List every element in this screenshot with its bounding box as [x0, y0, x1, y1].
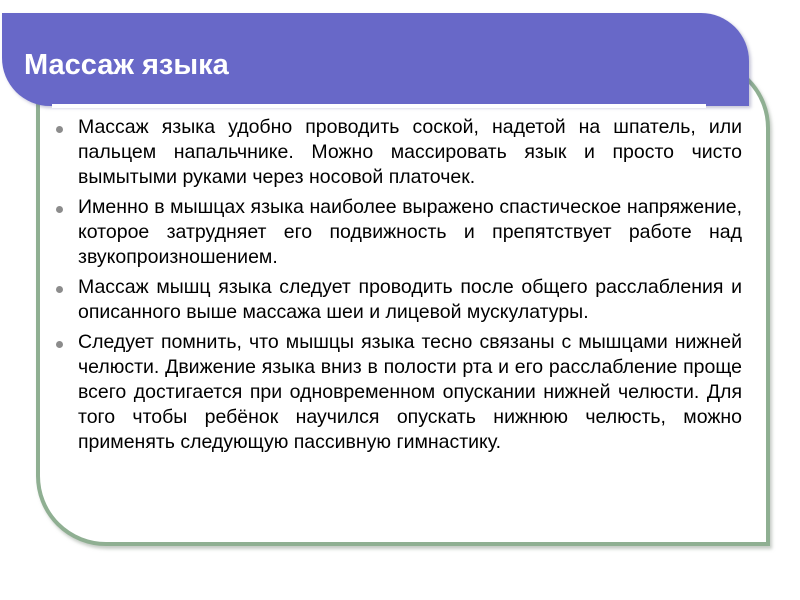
bullet-dot-icon	[56, 286, 63, 293]
bullet-text: Массаж мышц языка следует проводить после общего расслабления и описанного выше массажа шеи и лицевой мускулатуры.	[78, 276, 742, 323]
bullet-dot-icon	[56, 206, 63, 213]
bullet-item	[52, 115, 742, 190]
bullet-item	[52, 275, 742, 325]
bullet-list	[52, 115, 742, 460]
bullet-text: Массаж языка удобно проводить соской, надетой на шпатель, или пальцем напальчнике. Можно массировать язык и просто чисто вымытыми руками через носовой платочек.	[78, 116, 742, 188]
bullet-dot-icon	[56, 126, 63, 133]
bullet-dot-icon	[56, 341, 63, 348]
bullet-item	[52, 330, 742, 455]
bullet-item	[52, 195, 742, 270]
bullet-text: Именно в мышцах языка наиболее выражено спастическое напряжение, которое затрудняет его подвижность и препятствует работе над звукопроизношением.	[78, 196, 742, 268]
slide-title: Массаж языка	[24, 49, 229, 81]
title-bar	[2, 13, 749, 106]
bullet-text: Следует помнить, что мышцы языка тесно связаны с мышцами нижней челюсти. Движение языка вниз в полости рта и его расслабление проще всего достигается при одновременном опускании нижней челюсти. Для того чтобы ребёнок научился опускать нижнюю челюсть, можно применять следующую пассивную гимнастику.	[78, 331, 742, 453]
title-underline	[52, 104, 706, 108]
